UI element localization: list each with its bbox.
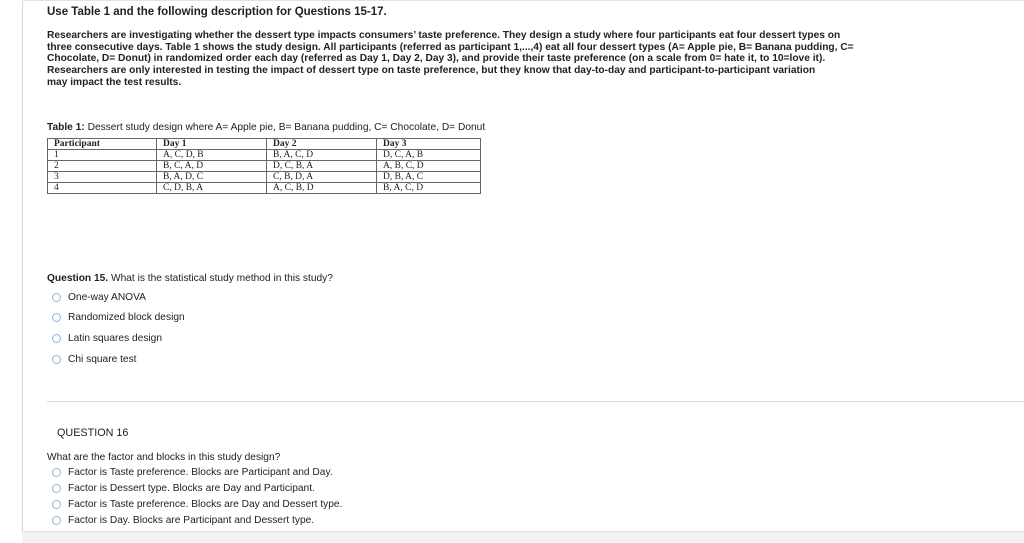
q15-option-chi-square[interactable] <box>52 354 137 365</box>
option-label: Randomized block design <box>68 312 185 323</box>
table-caption <box>47 122 485 133</box>
header-day-2: Day 2 <box>267 139 377 150</box>
question-16-title: QUESTION 16 <box>57 427 129 439</box>
option-label: Factor is Taste preference. Blocks are Day and Dessert type. <box>68 499 343 510</box>
option-label: Chi square test <box>68 354 137 365</box>
question-15-prompt <box>47 273 333 284</box>
q16-option-1[interactable] <box>52 467 333 478</box>
frame-top-border <box>22 0 1024 1</box>
question-16-text: What are the factor and blocks in this study design? <box>47 452 281 463</box>
radio-button[interactable] <box>52 334 61 343</box>
q15-option-latin-squares[interactable] <box>52 333 162 344</box>
dessert-design-table <box>47 138 481 194</box>
radio-button[interactable] <box>52 293 61 302</box>
q16-option-2[interactable] <box>52 483 315 494</box>
table-row <box>48 172 481 183</box>
table-caption-text: Dessert study design where A= Apple pie, B= Banana pudding, C= Chocolate, D= Donut <box>84 122 486 133</box>
frame-bottom-bar <box>22 531 1024 543</box>
radio-button[interactable] <box>52 468 61 477</box>
radio-button[interactable] <box>52 355 61 364</box>
q16-option-3[interactable] <box>52 499 342 510</box>
table-cell: C, B, D, A <box>267 172 377 183</box>
table-cell: 1 <box>48 150 157 161</box>
header-day-1: Day 1 <box>157 139 267 150</box>
table-cell: 2 <box>48 161 157 172</box>
header-participant: Participant <box>48 139 157 150</box>
table-cell: B, A, D, C <box>157 172 267 183</box>
table-row <box>48 150 481 161</box>
table-cell: D, B, A, C <box>377 172 481 183</box>
table-cell: A, C, D, B <box>157 150 267 161</box>
table-cell: B, A, C, D <box>267 150 377 161</box>
table-header-row <box>48 139 481 150</box>
intro-paragraph: Researchers are investigating whether the dessert type impacts consumers’ taste preference. They design a study where four participants eat four dessert types on three consecutive days. Table 1 shows the study design. All participants (referred as participant 1,...,4) eat all four dessert types (A= Apple pie, B= Banana pudding, C= Chocolate, D= Donut) in randomized order each day (referred as Day 1, Day 2, Day 3), and provide their taste preference (on a scale from 0= hate it, to 10=love it). Researchers are only interested in testing the impact of dessert type on taste preference, but they know that day-to-day and participant-to-participant variation may impact the test results. <box>47 30 854 88</box>
table-row <box>48 161 481 172</box>
table-cell: B, A, C, D <box>377 183 481 194</box>
header-day-3: Day 3 <box>377 139 481 150</box>
q15-option-randomized-block[interactable] <box>52 312 185 323</box>
table-cell: C, D, B, A <box>157 183 267 194</box>
table-cell: 3 <box>48 172 157 183</box>
radio-button[interactable] <box>52 516 61 525</box>
frame-left-border <box>22 0 23 542</box>
q15-option-one-way-anova[interactable] <box>52 292 146 303</box>
option-label: Latin squares design <box>68 333 163 344</box>
radio-button[interactable] <box>52 500 61 509</box>
table-cell: B, C, A, D <box>157 161 267 172</box>
table-cell: D, C, A, B <box>377 150 481 161</box>
section-heading: Use Table 1 and the following description for Questions 15-17. <box>47 6 387 18</box>
table-cell: A, B, C, D <box>377 161 481 172</box>
q16-option-4[interactable] <box>52 515 314 526</box>
option-label: One-way ANOVA <box>68 292 146 303</box>
radio-button[interactable] <box>52 313 61 322</box>
table-caption-label: Table 1: <box>47 122 85 133</box>
table-row <box>48 183 481 194</box>
question-15-text: What is the statistical study method in this study? <box>108 273 333 284</box>
table-cell: 4 <box>48 183 157 194</box>
table-cell: A, C, B, D <box>267 183 377 194</box>
question-15-label: Question 15. <box>47 273 109 284</box>
option-label: Factor is Day. Blocks are Participant and Dessert type. <box>68 515 315 526</box>
option-label: Factor is Taste preference. Blocks are Participant and Day. <box>68 467 333 478</box>
table-cell: D, C, B, A <box>267 161 377 172</box>
radio-button[interactable] <box>52 484 61 493</box>
option-label: Factor is Dessert type. Blocks are Day and Participant. <box>68 483 315 494</box>
